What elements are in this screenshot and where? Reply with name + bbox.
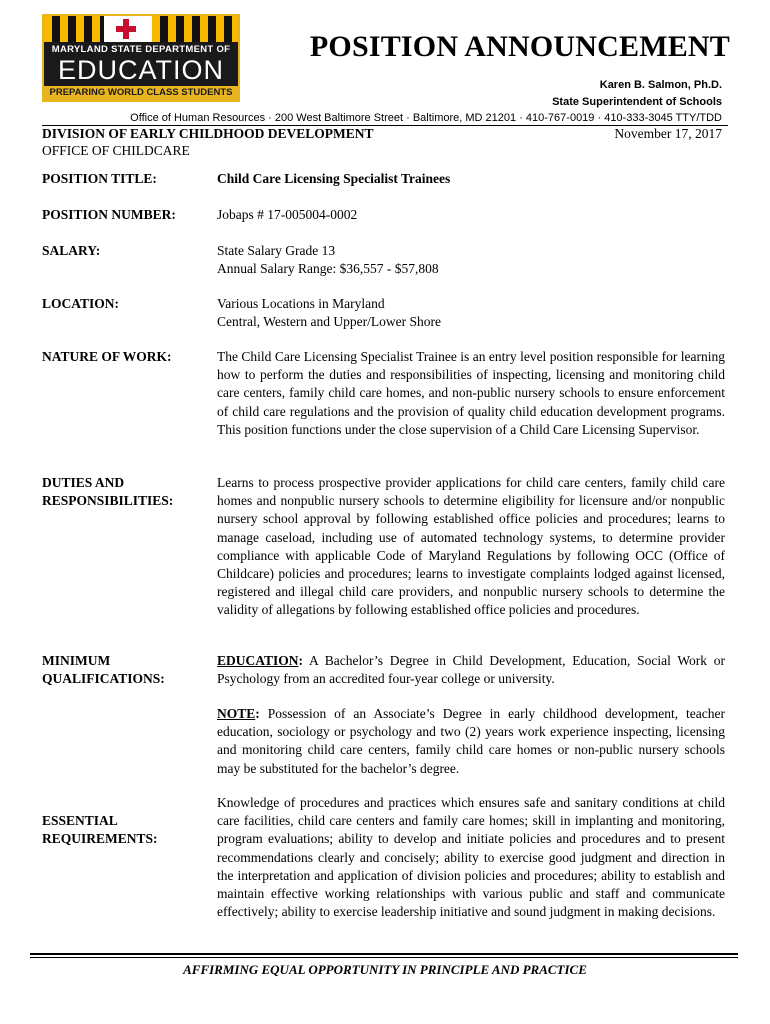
- salary-label: SALARY:: [42, 243, 101, 258]
- salary-range: Annual Salary Range: $36,557 - $57,808: [217, 261, 439, 276]
- duties-label-line-1: DUTIES AND: [42, 475, 125, 490]
- education-heading: EDUCATION: [217, 653, 299, 668]
- superintendent-title: State Superintendent of Schools: [552, 96, 722, 108]
- location-label: LOCATION:: [42, 296, 120, 311]
- education-paragraph: EDUCATION: A Bachelor’s Degree in Child Development, Education, Social Work or Psychology from an accredited four-year college or university.: [217, 653, 725, 687]
- page-title: POSITION ANNOUNCEMENT: [309, 30, 730, 63]
- logo-line-3: PREPARING WORLD CLASS STUDENTS: [44, 86, 238, 100]
- msde-logo: [42, 14, 240, 102]
- office-name: OFFICE OF CHILDCARE: [42, 143, 190, 158]
- maryland-flag-icon: [44, 16, 238, 42]
- position-title-label: POSITION TITLE:: [42, 171, 157, 186]
- footer-divider: [30, 953, 738, 955]
- salary-grade: State Salary Grade 13: [217, 243, 336, 258]
- office-address: Office of Human Resources · 200 West Baltimore Street · Baltimore, MD 21201 · 410-767-0019 · 410-333-3045 TTY/TDD: [130, 112, 722, 124]
- note-text: Possession of an Associate’s Degree in early childhood development, teacher education, sociology or psychology and two (2) years work experience inspecting, licensing and monitoring child care centers, family child care homes or non-public nursery schools may be substituted for the bachelor’s degree.: [217, 706, 725, 776]
- duties-text: Learns to process prospective provider applications for child care centers, family child care homes and nonpublic nursery schools to determine eligibility for licensure and/or nonpublic nursery school approval by following established office policies and procedures; learns to manage caseload, including use of automated technology systems, to determine provider compliance with applicable Code of Maryland Regulations by following OCC (Office of Childcare) policies and procedures; learns to investigate complaints lodged against licensed, registered and illegal child care providers, and nonpublic nursery schools to determine the validity of allegations by following established office policies and procedures.: [217, 475, 725, 618]
- superintendent-name: Karen B. Salmon, Ph.D.: [599, 79, 722, 91]
- education-text: A Bachelor’s Degree in Child Development, Education, Social Work or Psychology from an accredited four-year college or university.: [217, 653, 725, 687]
- nature-of-work-text: The Child Care Licensing Specialist Trainee is an entry level position responsible for learning how to perform the duties and responsibilities of inspecting, licensing and monitoring child care centers, family child care homes, and non-public nursery schools to ensure enforcement of child care regulations and the provision of quality child education development programs. This position functions under the close supervision of a Child Care Licensing Supervisor.: [217, 349, 725, 437]
- logo-line-1: MARYLAND STATE DEPARTMENT OF: [51, 44, 231, 55]
- position-number-value: Jobaps # 17-005004-0002: [217, 207, 358, 222]
- essential-label-line-2: REQUIREMENTS:: [42, 831, 158, 846]
- nature-of-work-label: NATURE OF WORK:: [42, 349, 172, 364]
- duties-label-line-2: RESPONSIBILITIES:: [42, 493, 174, 508]
- position-title-value: Child Care Licensing Specialist Trainees: [217, 171, 451, 186]
- note-heading: NOTE: [217, 706, 256, 721]
- qualifications-label-line-2: QUALIFICATIONS:: [42, 671, 165, 686]
- logo-line-2: EDUCATION: [57, 55, 224, 85]
- announcement-date: November 17, 2017: [614, 126, 722, 141]
- essential-requirements-text: Knowledge of procedures and practices which ensures safe and sanitary conditions at child care facilities, child care centers and family care homes; skill in implanting and monitoring, program evaluations; ability to develop and initiate policies and procedures and to present recommendations clearly and concisely; ability to exercise good judgment and direction in the interpretation and application of division policies and procedures; ability to establish and maintain effective working relationships with various public and staff and communicate effectively; ability to exercise leadership initiative and sound judgment in making decisions.: [217, 795, 725, 920]
- footer-divider-thin: [30, 957, 738, 958]
- division-name: DIVISION OF EARLY CHILDHOOD DEVELOPMENT: [42, 126, 374, 141]
- essential-label-line-1: ESSENTIAL: [42, 813, 118, 828]
- qualifications-label-line-1: MINIMUM: [42, 653, 111, 668]
- location-line-1: Various Locations in Maryland: [217, 296, 385, 311]
- location-line-2: Central, Western and Upper/Lower Shore: [217, 314, 441, 329]
- footer-tagline: AFFIRMING EQUAL OPPORTUNITY IN PRINCIPLE AND PRACTICE: [183, 962, 587, 977]
- note-paragraph: NOTE: Possession of an Associate’s Degree in early childhood development, teacher education, sociology or psychology and two (2) years work experience inspecting, licensing and monitoring child care centers, family child care homes or non-public nursery schools may be substituted for the bachelor’s degree.: [217, 706, 725, 776]
- position-number-label: POSITION NUMBER:: [42, 207, 176, 222]
